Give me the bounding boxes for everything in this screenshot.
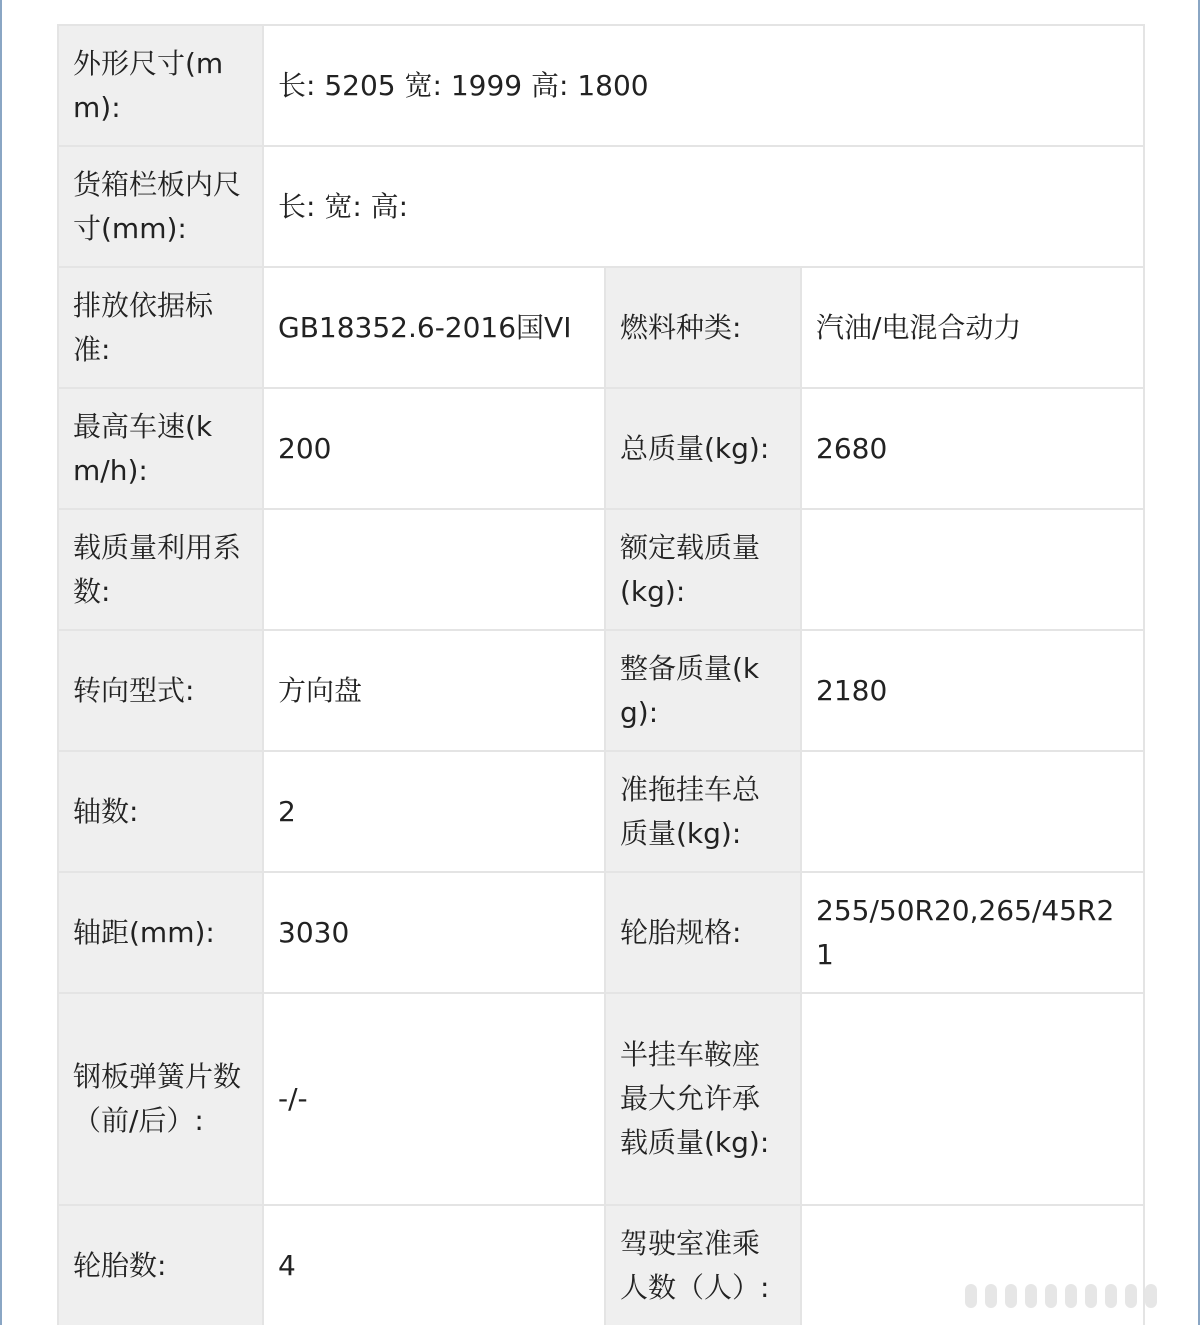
steering-type-label: 转向型式: <box>58 630 263 751</box>
watermark-glyph <box>1085 1284 1097 1308</box>
curb-mass-label: 整备质量(kg): <box>605 630 801 751</box>
table-row <box>58 751 1144 872</box>
watermark-glyph <box>1145 1284 1157 1308</box>
cargo-box-dimensions-value: 长: 宽: 高: <box>263 146 1144 267</box>
wheelbase-value: 3030 <box>263 872 605 993</box>
weibo-watermark-icon <box>965 1283 1190 1309</box>
table-row <box>58 509 1144 630</box>
dimensions-label: 外形尺寸(mm): <box>58 25 263 146</box>
trailer-mass-value <box>801 751 1144 872</box>
axle-count-value: 2 <box>263 751 605 872</box>
watermark-glyph <box>1065 1284 1077 1308</box>
leaf-spring-count-value: -/- <box>263 993 605 1205</box>
watermark-glyph <box>1125 1284 1137 1308</box>
watermark-glyph <box>1045 1284 1057 1308</box>
tire-spec-label: 轮胎规格: <box>605 872 801 993</box>
steering-type-value: 方向盘 <box>263 630 605 751</box>
max-speed-label: 最高车速(km/h): <box>58 388 263 509</box>
max-speed-value: 200 <box>263 388 605 509</box>
total-mass-label: 总质量(kg): <box>605 388 801 509</box>
watermark-glyph <box>1025 1284 1037 1308</box>
axle-count-label: 轴数: <box>58 751 263 872</box>
fuel-type-label: 燃料种类: <box>605 267 801 388</box>
table-row <box>58 872 1144 993</box>
leaf-spring-count-label: 钢板弹簧片数（前/后）: <box>58 993 263 1205</box>
table-row <box>58 267 1144 388</box>
table-row <box>58 388 1144 509</box>
dimensions-value: 长: 5205 宽: 1999 高: 1800 <box>263 25 1144 146</box>
watermark-glyph <box>965 1284 977 1308</box>
curb-mass-value: 2180 <box>801 630 1144 751</box>
table-row <box>58 25 1144 146</box>
fuel-type-value: 汽油/电混合动力 <box>801 267 1144 388</box>
trailer-mass-label: 准拖挂车总质量(kg): <box>605 751 801 872</box>
table-row <box>58 630 1144 751</box>
wheelbase-label: 轴距(mm): <box>58 872 263 993</box>
emission-standard-value: GB18352.6-2016国VI <box>263 267 605 388</box>
vehicle-spec-table <box>57 24 1145 1325</box>
table-row <box>58 146 1144 267</box>
fifth-wheel-load-value <box>801 993 1144 1205</box>
cargo-box-dimensions-label: 货箱栏板内尺寸(mm): <box>58 146 263 267</box>
watermark-glyph <box>1105 1284 1117 1308</box>
rated-load-label: 额定载质量(kg): <box>605 509 801 630</box>
tire-count-value: 4 <box>263 1205 605 1325</box>
total-mass-value: 2680 <box>801 388 1144 509</box>
load-utilization-label: 载质量利用系数: <box>58 509 263 630</box>
cab-capacity-label: 驾驶室准乘人数（人）: <box>605 1205 801 1325</box>
watermark-glyph <box>1005 1284 1017 1308</box>
emission-standard-label: 排放依据标准: <box>58 267 263 388</box>
rated-load-value <box>801 509 1144 630</box>
table-row <box>58 993 1144 1205</box>
load-utilization-value <box>263 509 605 630</box>
tire-count-label: 轮胎数: <box>58 1205 263 1325</box>
window-frame-left <box>0 0 2 1325</box>
watermark-glyph <box>985 1284 997 1308</box>
fifth-wheel-load-label: 半挂车鞍座最大允许承载质量(kg): <box>605 993 801 1205</box>
tire-spec-value: 255/50R20,265/45R21 <box>801 872 1144 993</box>
